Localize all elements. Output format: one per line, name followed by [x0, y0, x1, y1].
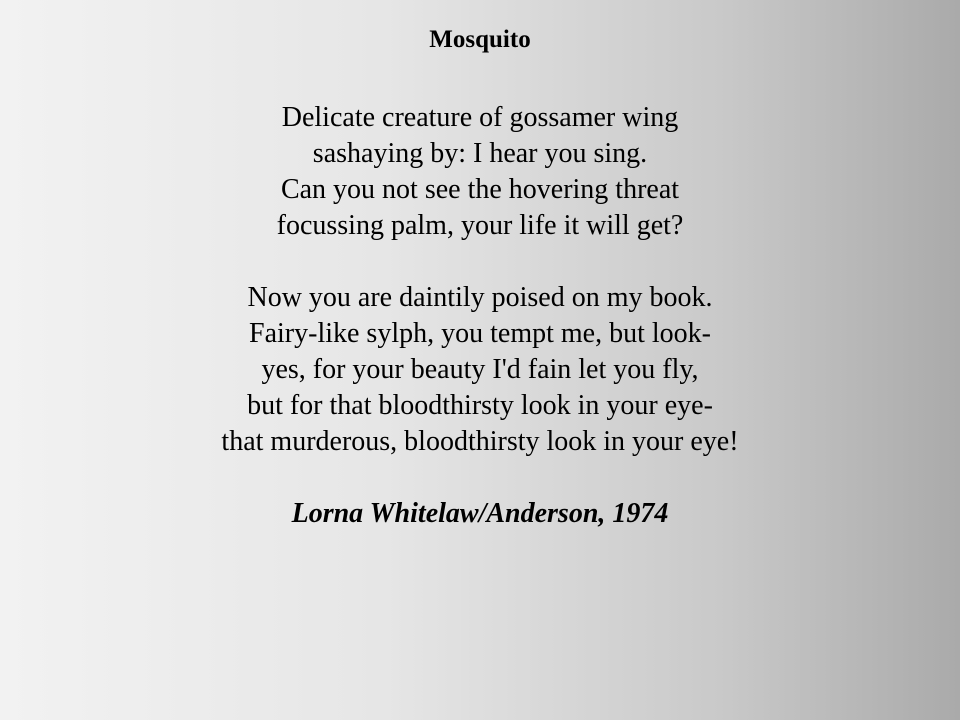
poem-line: Now you are daintily poised on my book.	[247, 282, 713, 313]
poem-line: focussing palm, your life it will get?	[276, 210, 684, 241]
poem-line: that murderous, bloodthirsty look in your eye!	[221, 426, 739, 457]
poem-line: Delicate creature of gossamer wing	[281, 102, 679, 133]
poem-line: but for that bloodthirsty look in your eye-	[247, 390, 713, 421]
poem-line: yes, for your beauty I'd fain let you fly,	[261, 354, 699, 385]
poem-line: Can you not see the hovering threat	[280, 174, 680, 205]
poem-line: sashaying by: I hear you sing.	[312, 138, 648, 169]
poem-title: Mosquito	[429, 26, 531, 53]
stanza-2	[0, 280, 960, 460]
poem	[0, 22, 960, 532]
stanza-1	[0, 100, 960, 244]
poem-line: Fairy-like sylph, you tempt me, but look-	[249, 318, 711, 349]
poem-author: Lorna Whitelaw/Anderson, 1974	[291, 498, 669, 529]
